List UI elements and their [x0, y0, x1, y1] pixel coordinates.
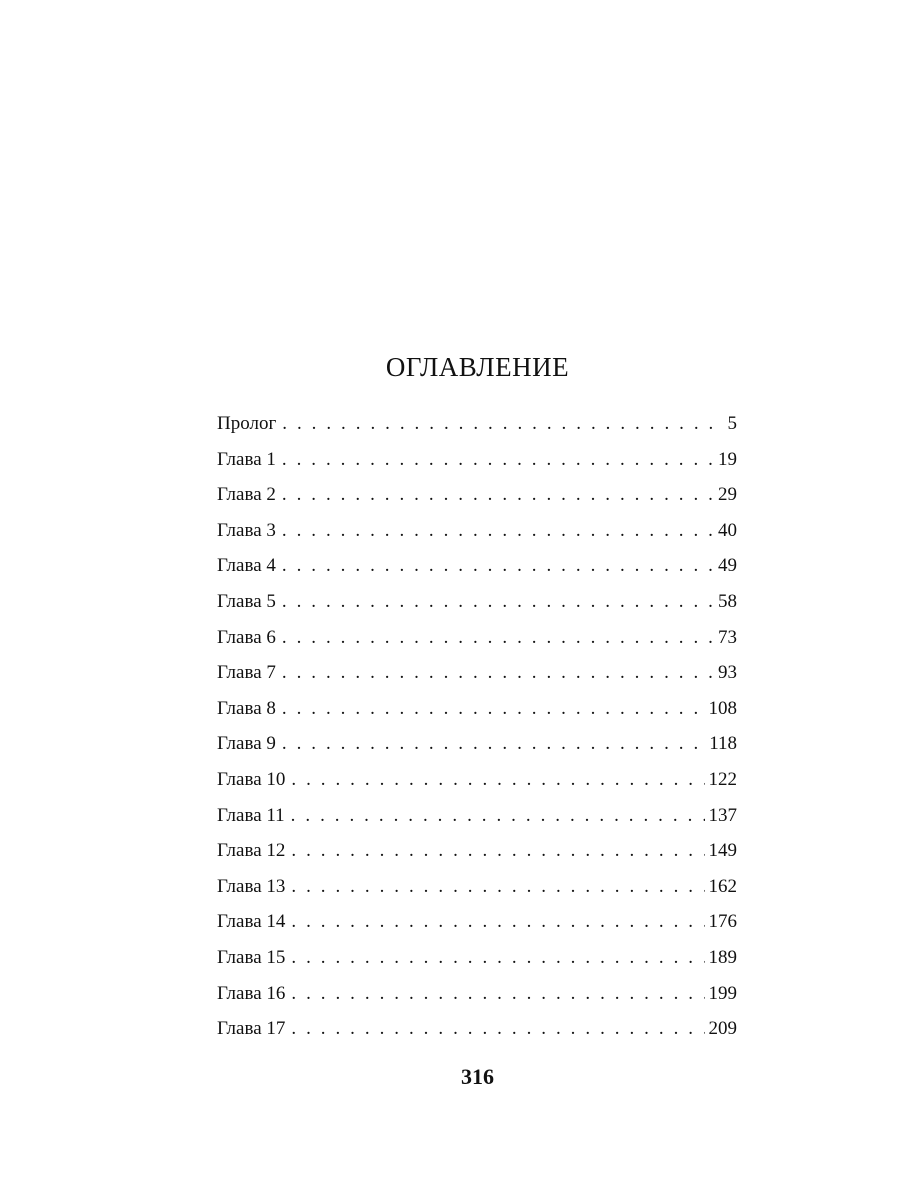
page-number: 316: [461, 1064, 494, 1089]
toc-entry-title: Глава 15: [217, 946, 286, 968]
dot-leader: [282, 513, 714, 549]
toc-entry-page: 108: [708, 697, 737, 719]
toc-entry-chapter-15[interactable]: [217, 940, 737, 976]
toc-entry-page: 149: [708, 840, 737, 862]
toc-entry-chapter-3[interactable]: [217, 513, 737, 549]
toc-entry-chapter-4[interactable]: [217, 548, 737, 584]
dot-leader: [282, 584, 714, 620]
dot-leader: [282, 477, 714, 513]
toc-entry-chapter-11[interactable]: [217, 798, 737, 834]
toc-entry-page: 93: [718, 662, 737, 684]
toc-entry-title: Глава 11: [217, 804, 285, 826]
toc-entry-page: 176: [708, 911, 737, 933]
toc-entry-chapter-5[interactable]: [217, 584, 737, 620]
toc-entry-title: Глава 3: [217, 519, 276, 541]
dot-leader: [282, 726, 705, 762]
dot-leader: [291, 833, 704, 869]
toc-entry-chapter-17[interactable]: [217, 1011, 737, 1047]
toc-entry-chapter-8[interactable]: [217, 691, 737, 727]
toc-entry-page: 19: [718, 448, 737, 470]
toc-entry-title: Глава 9: [217, 733, 276, 755]
toc-entry-title: Глава 2: [217, 484, 276, 506]
toc-entry-page: 199: [708, 982, 737, 1004]
toc-entry-title: Глава 1: [217, 448, 276, 470]
toc-entry-page: 40: [718, 519, 737, 541]
dot-leader: [291, 798, 705, 834]
toc-entry-page: 73: [718, 626, 737, 648]
table-of-contents: [217, 406, 737, 1047]
toc-heading: ОГЛАВЛЕНИЕ: [385, 352, 570, 382]
toc-entry-page: 209: [708, 1018, 737, 1040]
dot-leader: [282, 442, 714, 478]
toc-entry-title: Глава 5: [217, 590, 276, 612]
toc-entry-page: 118: [709, 733, 737, 755]
toc-entry-chapter-13[interactable]: [217, 869, 737, 905]
dot-leader: [291, 940, 704, 976]
toc-entry-title: Глава 7: [217, 662, 276, 684]
toc-entry-chapter-9[interactable]: [217, 726, 737, 762]
toc-entry-title: Глава 13: [217, 875, 286, 897]
toc-entry-title: Пролог: [217, 413, 277, 434]
toc-entry-page: 137: [708, 804, 737, 826]
toc-entry-title: Глава 17: [217, 1018, 286, 1040]
toc-entry-chapter-7[interactable]: [217, 655, 737, 691]
toc-entry-page: 49: [718, 555, 737, 577]
toc-entry-title: Глава 4: [217, 555, 276, 577]
toc-entry-chapter-16[interactable]: [217, 976, 737, 1012]
toc-entry-chapter-1[interactable]: [217, 442, 737, 478]
toc-entry-prologue[interactable]: [217, 406, 737, 442]
toc-entry-title: Глава 8: [217, 697, 276, 719]
toc-entry-title: Глава 12: [217, 840, 286, 862]
toc-entry-title: Глава 6: [217, 626, 276, 648]
toc-entry-page: 122: [708, 768, 737, 790]
toc-entry-page: 189: [708, 946, 737, 968]
toc-entry-chapter-10[interactable]: [217, 762, 737, 798]
toc-entry-title: Глава 14: [217, 911, 286, 933]
dot-leader: [282, 691, 705, 727]
dot-leader: [282, 620, 714, 656]
dot-leader: [291, 904, 704, 940]
toc-entry-page: 5: [727, 413, 737, 434]
toc-entry-title: Глава 10: [217, 768, 286, 790]
dot-leader: [291, 976, 704, 1012]
dot-leader: [282, 548, 714, 584]
dot-leader: [282, 406, 723, 442]
dot-leader: [291, 762, 704, 798]
dot-leader: [291, 1011, 704, 1047]
toc-entry-title: Глава 16: [217, 982, 286, 1004]
toc-entry-chapter-12[interactable]: [217, 833, 737, 869]
toc-entry-page: 58: [718, 590, 737, 612]
dot-leader: [291, 869, 704, 905]
toc-entry-page: 162: [708, 875, 737, 897]
toc-entry-chapter-14[interactable]: [217, 904, 737, 940]
toc-entry-chapter-6[interactable]: [217, 620, 737, 656]
toc-entry-page: 29: [718, 484, 737, 506]
dot-leader: [282, 655, 714, 691]
toc-entry-chapter-2[interactable]: [217, 477, 737, 513]
